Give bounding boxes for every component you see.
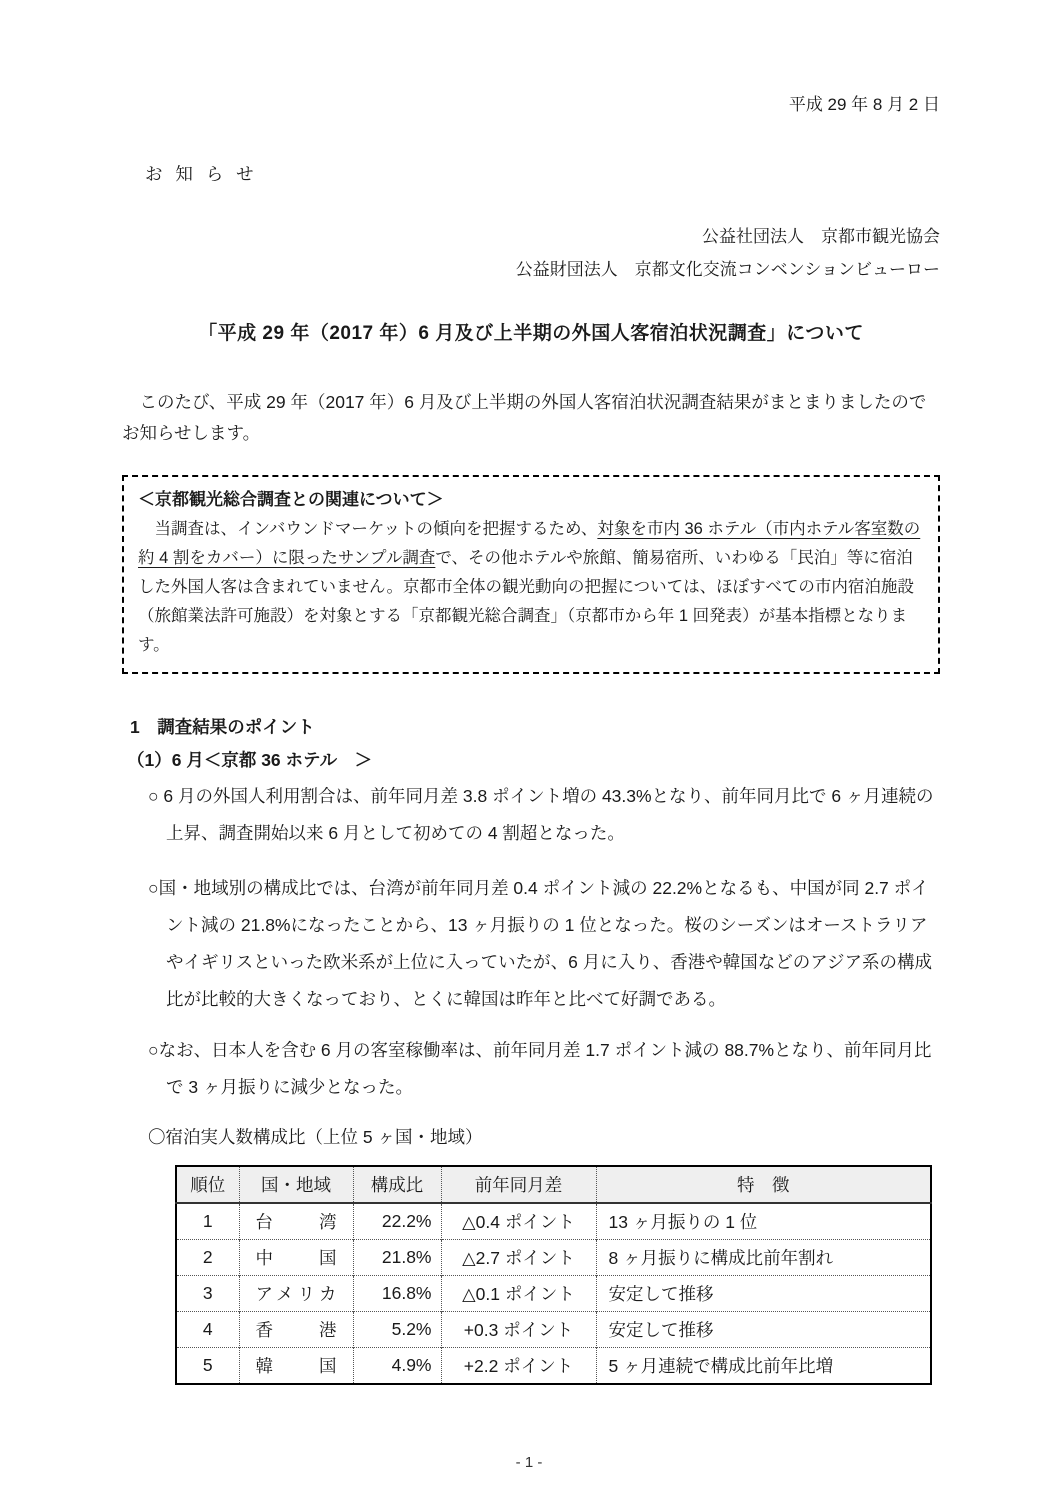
country-cell: 韓国 [239, 1348, 353, 1385]
country-cell: 香港 [239, 1312, 353, 1348]
table-row [176, 1348, 931, 1385]
table-row [176, 1312, 931, 1348]
country-cell: 中国 [239, 1240, 353, 1276]
table-row [176, 1276, 931, 1312]
table-caption: 〇宿泊実人数構成比（上位 5 ヶ国・地域） [148, 1127, 483, 1147]
guest-composition-table [175, 1165, 932, 1385]
bullet-country-composition: ○国・地域別の構成比では、台湾が前年同月差 0.4 ポイント減の 22.2%となるも、中国が同 2.7 ポイント減の 21.8%になったことから、13 ヶ月振りの 1 位となった。桜のシーズンはオーストラリアやイギリスといった欧米系が上位に入っていたが、6 月に入り、香港や韓国などのアジア系の構成比が比較的大きくなっており、とくに韓国は昨年と比べて好調である。 [148, 878, 933, 1009]
rank-cell: 2 [176, 1240, 239, 1276]
table-row [176, 1240, 931, 1276]
header-rank: 順位 [176, 1166, 239, 1203]
organization-2: 公益財団法人 京都文化交流コンベンションビューロー [515, 260, 940, 279]
bullet-occupancy-rate: ○なお、日本人を含む 6 月の客室稼働率は、前年同月差 1.7 ポイント減の 88.7%となり、前年同月比で 3 ヶ月振りに減少となった。 [148, 1040, 932, 1097]
table-header-row [176, 1166, 931, 1203]
related-box-body-underlined: 対象を市内 36 ホテル（市内ホテル客室数の約 4 割をカバー）に限ったサンプル調査 [138, 520, 921, 567]
feature-cell: 安定して推移 [596, 1276, 931, 1312]
share-cell: 22.2% [353, 1203, 441, 1240]
share-cell: 21.8% [353, 1240, 441, 1276]
header-feature: 特 徴 [596, 1166, 931, 1203]
rank-cell: 3 [176, 1276, 239, 1312]
feature-cell: 13 ヶ月振りの 1 位 [596, 1203, 931, 1240]
organization-1: 公益社団法人 京都市観光協会 [702, 227, 940, 246]
intro-paragraph: このたび、平成 29 年（2017 年）6 月及び上半期の外国人客宿泊状況調査結果がまとまりましたのでお知らせします。 [122, 392, 927, 443]
yoy-cell: +0.3 ポイント [441, 1312, 596, 1348]
feature-cell: 安定して推移 [596, 1312, 931, 1348]
yoy-cell: +2.2 ポイント [441, 1348, 596, 1385]
header-country: 国・地域 [239, 1166, 353, 1203]
feature-cell: 8 ヶ月振りに構成比前年割れ [596, 1240, 931, 1276]
bullet-foreign-guest-ratio: ○ 6 月の外国人利用割合は、前年同月差 3.8 ポイント増の 43.3%となり、前年同月比で 6 ヶ月連続の上昇、調査開始以来 6 月として初めての 4 割超となった。 [148, 786, 934, 843]
section-1-1-subheading: （1）6 月＜京都 36 ホテル ＞ [127, 750, 373, 770]
related-box-body [138, 515, 924, 660]
page-number: - 1 - [515, 1454, 543, 1471]
related-survey-note-box [122, 475, 940, 674]
related-box-body-lead: 当調査は、インバウンドマーケットの傾向を把握するため、 [154, 520, 598, 538]
share-cell: 4.9% [353, 1348, 441, 1385]
header-yoy-diff: 前年同月差 [441, 1166, 596, 1203]
country-cell: 台湾 [239, 1203, 353, 1240]
notice-label: お 知 ら せ [145, 164, 258, 184]
document-date: 平成 29 年 8 月 2 日 [788, 95, 940, 114]
document-title: 「平成 29 年（2017 年）6 月及び上半期の外国人客宿泊状況調査」について [198, 323, 864, 344]
issuing-organizations [122, 220, 940, 286]
related-box-body-rest: で、その他ホテルや旅館、簡易宿所、いわゆる「民泊」等に宿泊した外国人客は含まれていません。京都市全体の観光動向の把握については、ほぼすべての市内宿泊施設（旅館業法許可施設）を対象とする「京都観光総合調査」（京都市から年 1 回発表）が基本指標となります。 [138, 549, 914, 654]
related-box-heading: ＜京都観光総合調査との関連について＞ [138, 490, 444, 509]
header-share: 構成比 [353, 1166, 441, 1203]
rank-cell: 4 [176, 1312, 239, 1348]
table-row [176, 1203, 931, 1240]
rank-cell: 1 [202, 1211, 213, 1231]
share-cell: 5.2% [353, 1312, 441, 1348]
country-cell: アメリカ [239, 1276, 353, 1312]
rank-cell: 5 [176, 1348, 239, 1385]
yoy-cell: △0.1 ポイント [441, 1276, 596, 1312]
feature-cell: 5 ヶ月連続で構成比前年比増 [596, 1348, 931, 1385]
share-cell: 16.8% [353, 1276, 441, 1312]
yoy-cell: △0.4 ポイント [441, 1203, 596, 1240]
yoy-cell: △2.7 ポイント [441, 1240, 596, 1276]
section-1-heading: 1 調査結果のポイント [130, 717, 315, 737]
